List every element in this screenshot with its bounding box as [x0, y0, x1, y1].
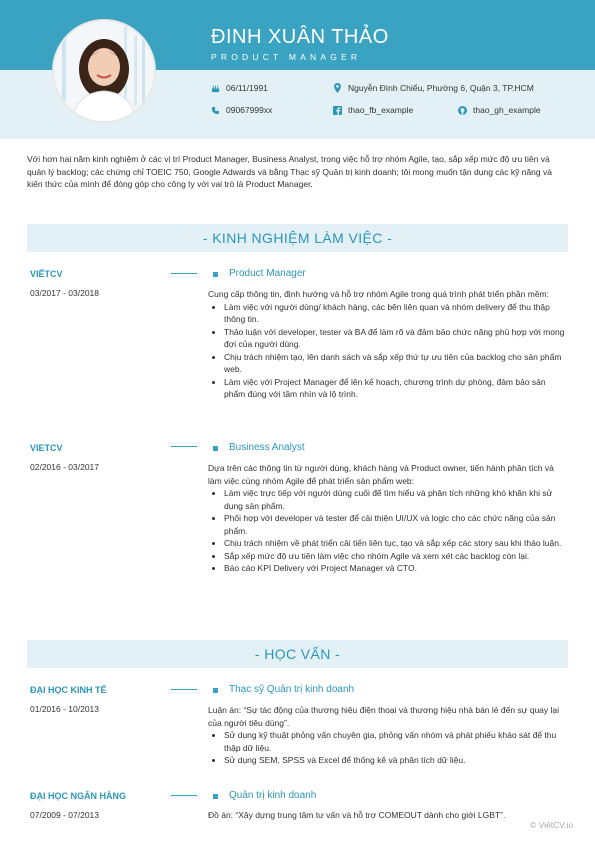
facebook-text[interactable]: thao_fb_example: [348, 105, 414, 115]
education-section-header: [27, 640, 568, 668]
list-item: • Chịu trách nhiệm về phát triển cải tiến liên tục, tạo và sắp xếp các story sau khi thảo luận.: [224, 537, 566, 550]
experience-1-description: [208, 288, 566, 401]
experience-section-title: - KINH NGHIỆM LÀM VIỆC -: [202, 230, 393, 246]
github-item[interactable]: [458, 105, 541, 115]
list-item: • Sắp xếp mức độ ưu tiên làm việc cho nhóm Agile và xem xét các backlog còn lại.: [224, 550, 566, 563]
experience-2-list: [208, 487, 566, 575]
list-item: • Sử dụng kỹ thuật phỏng vấn chuyên gia, phỏng vấn nhóm và phát phiếu khảo sát để thu thập dữ liệu.: [224, 729, 566, 754]
list-item: • Phối hợp với developer và tester để cải thiện UI/UX và logic cho các chức năng của sản phẩm.: [224, 512, 566, 537]
bullet-square: [213, 688, 218, 693]
experience-2-description: [208, 462, 566, 575]
list-item: • Chịu trách nhiệm tạo, lên danh sách và sắp xếp thứ tự ưu tiên của backlog cho sản phẩm web.: [224, 351, 566, 376]
list-item: • Sử dụng SEM, SPSS và Excel để thống kê và phân tích dữ liệu.: [224, 754, 566, 767]
list-item: • Báo cáo KPI Delivery với Project Manager và CTO.: [224, 562, 566, 575]
profile-photo: [52, 19, 156, 123]
experience-1-position: Product Manager: [229, 268, 306, 279]
experience-1-intro: Cung cấp thông tin, định hướng và hỗ trợ nhóm Agile trong quá trình phát triển phần mềm:: [208, 289, 549, 299]
list-item: • Thảo luận với developer, tester và BA để làm rõ và đảm bảo chức năng phù hợp với mong đợi của người dùng.: [224, 326, 566, 351]
experience-2-position: Business Analyst: [229, 442, 305, 453]
timeline-connector: [171, 689, 197, 690]
timeline-connector: [171, 273, 197, 274]
birthday-item: [211, 83, 268, 93]
facebook-item[interactable]: [333, 105, 413, 115]
education-1-list: [208, 729, 566, 767]
experience-1-date: 03/2017 - 03/2018: [30, 288, 100, 298]
education-1-school: ĐẠI HỌC KINH TẾ: [30, 685, 107, 695]
experience-1-list: [208, 301, 566, 401]
facebook-icon: [333, 106, 342, 115]
birthday-text: 06/11/1991: [226, 83, 268, 93]
list-item: • Làm việc với Project Manager để lên kế hoạch, chương trình dự phòng, đảm bảo sản phẩm đúng với tầm nhìn và lộ trình.: [224, 376, 566, 401]
education-2-degree: Quản trị kinh doanh: [229, 790, 317, 801]
experience-2-date: 02/2016 - 03/2017: [30, 462, 100, 472]
location-pin-icon: [333, 83, 342, 93]
address-text: Nguyễn Đình Chiểu, Phường 6, Quận 3, TP.HCM: [348, 83, 534, 93]
watermark: © ViếtCV.io: [530, 820, 574, 830]
education-1-degree: Thạc sỹ Quản trị kinh doanh: [229, 684, 355, 695]
portrait-image: [54, 21, 154, 121]
bullet-square: [213, 272, 218, 277]
experience-1-company: VIẾTCV: [30, 269, 63, 279]
phone-icon: [211, 106, 220, 115]
list-item: • Làm việc với người dùng/ khách hàng, các bên liên quan và nhóm delivery để thu thập thông tin.: [224, 301, 566, 326]
github-text[interactable]: thao_gh_example: [473, 105, 541, 115]
address-item: [333, 83, 534, 93]
phone-item: [211, 105, 272, 115]
education-1-date: 01/2016 - 10/2013: [30, 704, 100, 714]
bullet-square: [213, 794, 218, 799]
timeline-connector: [171, 446, 197, 447]
bullet-square: [213, 446, 218, 451]
education-2-intro: Đồ án: “Xây dựng trung tâm tư vấn và hỗ trợ COMEOUT dành cho giới LGBT”.: [208, 810, 506, 820]
experience-2-intro: Dựa trên các thông tin từ người dùng, khách hàng và Product owner, tiến hành phân tích và làm việc cùng nhóm Agile để phát triển sản phẩm web:: [208, 463, 554, 486]
github-icon: [458, 106, 467, 115]
education-section-title: - HỌC VẤN -: [254, 646, 341, 662]
phone-text: 09067999xx: [226, 105, 273, 115]
list-item: • Làm việc trực tiếp với người dùng cuối để tìm hiểu và phân tích những khó khăn khi sử dụng sản phẩm.: [224, 487, 566, 512]
timeline-connector: [171, 795, 197, 796]
education-2-date: 07/2009 - 07/2013: [30, 810, 100, 820]
experience-section-header: [27, 224, 568, 252]
career-summary: Với hơn hai năm kinh nghiệm ở các vị trí Product Manager, Business Analyst, trong việc hỗ trợ nhóm Agile, tạo, sắp xếp mức độ ưu tiên và quản lý backlog; các chứng chỉ TOEIC 750, Google Adwards và bằng Thạc sỹ Quản trị kinh doanh; tôi mong muốn tận dụng các kỹ năng và kiến thức của mình để đóng góp cho công ty với vai trò là Product Manager.: [27, 154, 552, 189]
education-1-description: [208, 704, 566, 767]
candidate-name: ĐINH XUÂN THẢO: [211, 26, 389, 48]
experience-2-company: VIETCV: [30, 443, 63, 453]
education-1-intro: Luận án: “Sự tác động của thương hiệu điện thoại và thương hiệu nhà bán lẻ đến sự quay lại của người tiêu dùng”.: [208, 705, 560, 728]
birthday-cake-icon: [211, 84, 220, 93]
job-title: PRODUCT MANAGER: [211, 52, 362, 62]
education-2-school: ĐẠI HỌC NGÂN HÀNG: [30, 791, 126, 801]
education-2-description: [208, 809, 566, 822]
